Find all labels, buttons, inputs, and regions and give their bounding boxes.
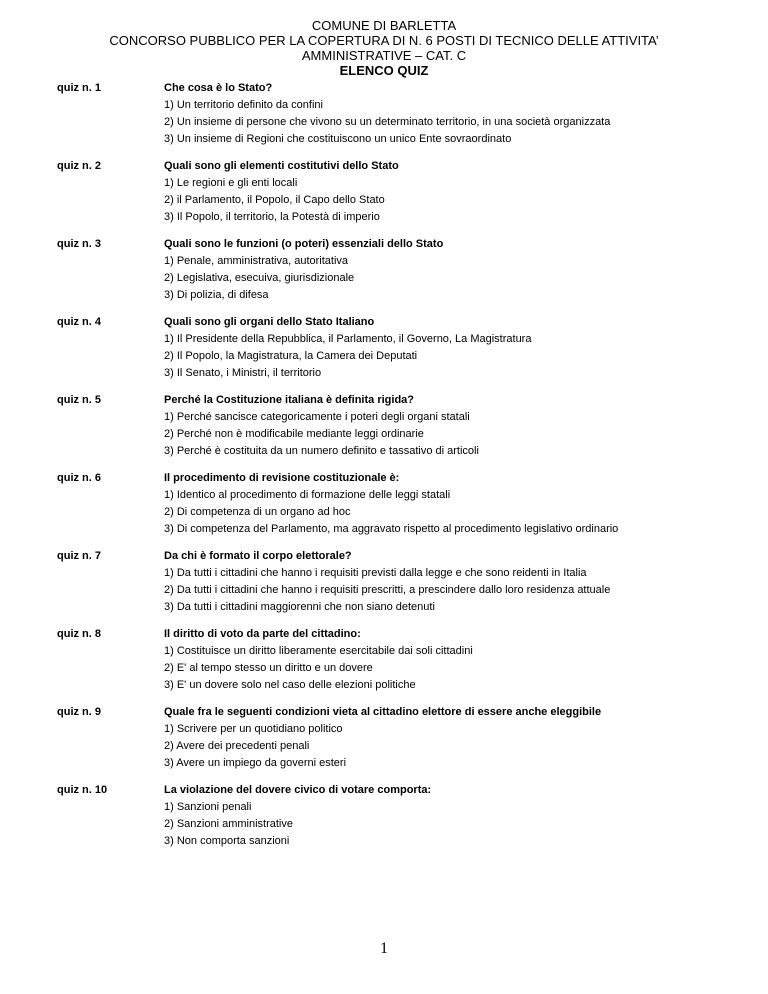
quiz-list — [0, 80, 768, 860]
quiz-question: Il procedimento di revisione costituzionale è: — [164, 472, 400, 484]
quiz-answer-2: 2) il Parlamento, il Popolo, il Capo dello Stato — [164, 194, 385, 206]
quiz-body — [164, 704, 754, 772]
page-number: 1 — [380, 940, 388, 957]
quiz-answer-1: 1) Perché sancisce categoricamente i poteri degli organi statali — [164, 411, 470, 423]
quiz-question: Quale fra le seguenti condizioni vieta al cittadino elettore di essere anche eleggibile — [164, 706, 602, 718]
quiz-answer-2: 2) Legislativa, esecuiva, giurisdizionale — [164, 272, 355, 284]
quiz-body — [164, 314, 754, 382]
header-category: AMMINISTRATIVE – CAT. C — [301, 48, 467, 63]
quiz-answer-3: 3) Perché è costituita da un numero definito e tassativo di articoli — [164, 445, 479, 457]
quiz-answer-1: 1) Penale, amministrativa, autoritativa — [164, 255, 349, 267]
quiz-body — [164, 782, 754, 850]
quiz-number: quiz n. 8 — [57, 628, 101, 640]
quiz-body — [164, 158, 754, 226]
quiz-answer-3: 3) Il Popolo, il territorio, la Potestà di imperio — [164, 211, 380, 223]
quiz-answer-1: 1) Le regioni e gli enti locali — [164, 177, 298, 189]
quiz-item — [0, 470, 768, 548]
quiz-question: Quali sono gli elementi costitutivi dello Stato — [164, 160, 399, 172]
quiz-body — [164, 626, 754, 694]
document-header — [0, 18, 768, 78]
quiz-answer-2: 2) Un insieme di persone che vivono su un determinato territorio, in una società organizzata — [164, 116, 611, 128]
quiz-number: quiz n. 4 — [57, 316, 101, 328]
quiz-item — [0, 782, 768, 860]
quiz-body — [164, 80, 754, 148]
quiz-answer-1: 1) Da tutti i cittadini che hanno i requisiti previsti dalla legge e che sono reidenti in Italia — [164, 567, 587, 579]
quiz-body — [164, 392, 754, 460]
header-competition-title: CONCORSO PUBBLICO PER LA COPERTURA DI N. 6 POSTI DI TECNICO DELLE ATTIVITA’ — [109, 33, 659, 48]
quiz-item — [0, 314, 768, 392]
quiz-body — [164, 470, 754, 538]
quiz-answer-2: 2) Di competenza di un organo ad hoc — [164, 506, 351, 518]
quiz-number: quiz n. 5 — [57, 394, 101, 406]
quiz-item — [0, 704, 768, 782]
quiz-item — [0, 392, 768, 470]
quiz-answer-2: 2) Perché non è modificabile mediante leggi ordinarie — [164, 428, 424, 440]
quiz-answer-3: 3) Di competenza del Parlamento, ma aggravato rispetto al procedimento legislativo ordinario — [164, 523, 619, 535]
quiz-item — [0, 80, 768, 158]
quiz-answer-3: 3) Un insieme di Regioni che costituiscono un unico Ente sovraordinato — [164, 133, 512, 145]
quiz-answer-2: 2) Sanzioni amministrative — [164, 818, 293, 830]
quiz-answer-1: 1) Identico al procedimento di formazione delle leggi statali — [164, 489, 451, 501]
quiz-answer-2: 2) E' al tempo stesso un diritto e un dovere — [164, 662, 373, 674]
quiz-item — [0, 158, 768, 236]
quiz-answer-1: 1) Scrivere per un quotidiano politico — [164, 723, 343, 735]
quiz-question: Quali sono le funzioni (o poteri) essenziali dello Stato — [164, 238, 444, 250]
quiz-item — [0, 626, 768, 704]
quiz-item — [0, 236, 768, 314]
quiz-answer-1: 1) Costituisce un diritto liberamente esercitabile dai soli cittadini — [164, 645, 473, 657]
quiz-number: quiz n. 10 — [57, 784, 108, 796]
quiz-question: Perché la Costituzione italiana è definita rigida? — [164, 394, 414, 406]
quiz-number: quiz n. 7 — [57, 550, 101, 562]
quiz-answer-3: 3) Da tutti i cittadini maggiorenni che non siano detenuti — [164, 601, 435, 613]
header-quiz-list-title: ELENCO QUIZ — [339, 63, 429, 78]
quiz-answer-3: 3) E' un dovere solo nel caso delle elezioni politiche — [164, 679, 416, 691]
quiz-number: quiz n. 6 — [57, 472, 101, 484]
header-municipality: COMUNE DI BARLETTA — [311, 18, 457, 33]
quiz-number: quiz n. 9 — [57, 706, 101, 718]
quiz-question: Il diritto di voto da parte del cittadino: — [164, 628, 361, 640]
quiz-answer-3: 3) Avere un impiego da governi esteri — [164, 757, 347, 769]
quiz-answer-2: 2) Il Popolo, la Magistratura, la Camera dei Deputati — [164, 350, 418, 362]
quiz-answer-1: 1) Il Presidente della Repubblica, il Parlamento, il Governo, La Magistratura — [164, 333, 532, 345]
quiz-answer-3: 3) Non comporta sanzioni — [164, 835, 290, 847]
quiz-body — [164, 236, 754, 304]
quiz-question: Quali sono gli organi dello Stato Italiano — [164, 316, 375, 328]
quiz-answer-2: 2) Avere dei precedenti penali — [164, 740, 310, 752]
quiz-question: La violazione del dovere civico di votare comporta: — [164, 784, 432, 796]
quiz-number: quiz n. 3 — [57, 238, 101, 250]
quiz-number: quiz n. 2 — [57, 160, 101, 172]
quiz-item — [0, 548, 768, 626]
quiz-question: Da chi è formato il corpo elettorale? — [164, 550, 352, 562]
quiz-answer-1: 1) Un territorio definito da confini — [164, 99, 323, 111]
quiz-answer-3: 3) Il Senato, i Ministri, il territorio — [164, 367, 322, 379]
quiz-number: quiz n. 1 — [57, 82, 101, 94]
quiz-body — [164, 548, 754, 616]
quiz-answer-1: 1) Sanzioni penali — [164, 801, 252, 813]
quiz-answer-3: 3) Di polizia, di difesa — [164, 289, 269, 301]
quiz-answer-2: 2) Da tutti i cittadini che hanno i requisiti prescritti, a prescindere dallo loro residenza attuale — [164, 584, 611, 596]
quiz-question: Che cosa è lo Stato? — [164, 82, 273, 94]
